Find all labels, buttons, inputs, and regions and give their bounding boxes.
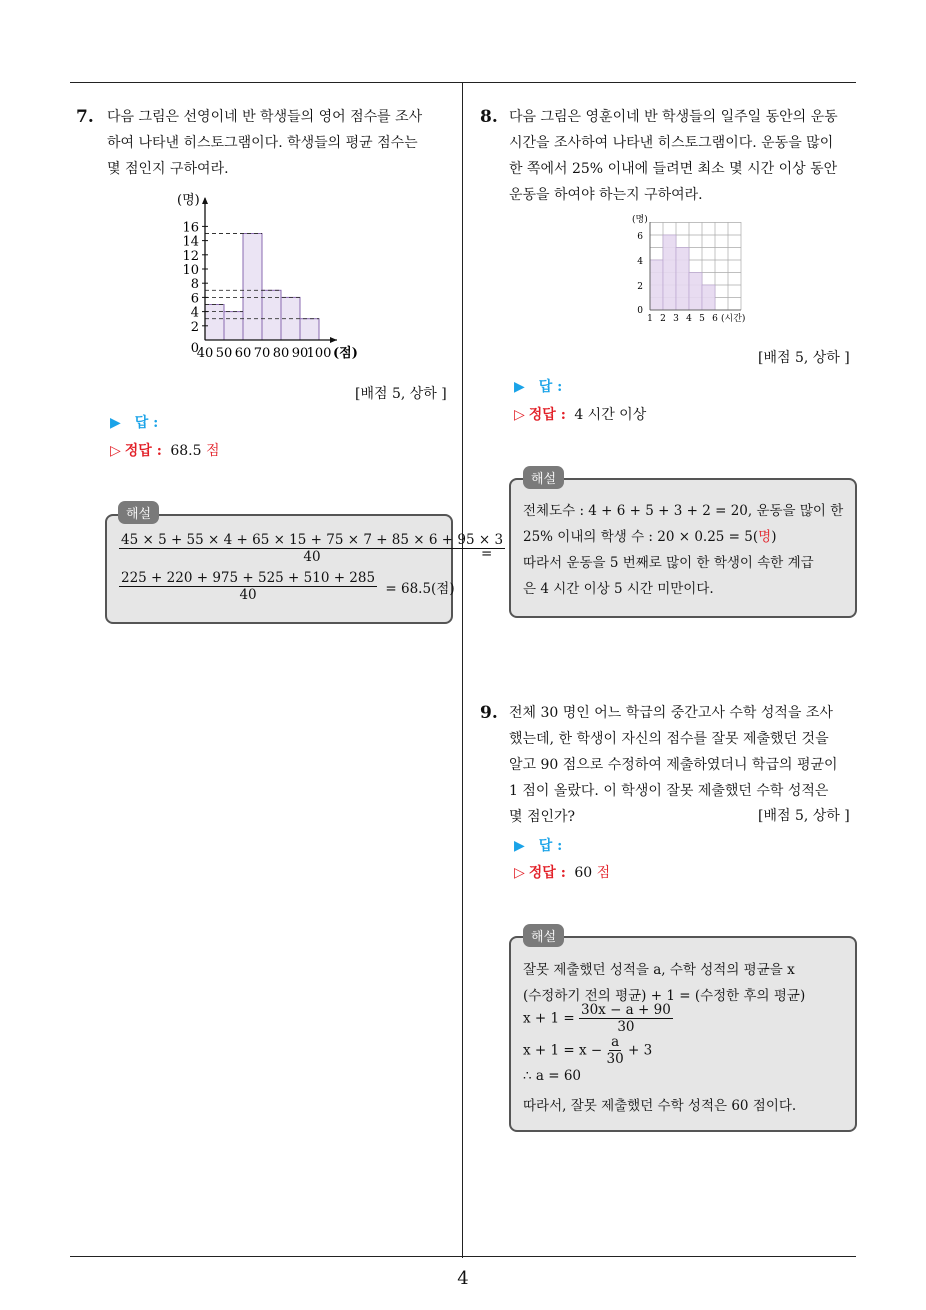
histogram-bar [243,234,262,341]
solution-line: 따라서 운동을 5 번째로 많이 한 학생이 속한 계급 [523,555,814,571]
points-label: [배점 5, 상하 ] [758,350,850,366]
x-axis-label: (시간) [721,314,746,324]
solution-equation: x + 1 = $\frac{30x - a + 90}{30}$ [523,1002,671,1035]
solution-line: ∴ a = 60 [523,1068,582,1084]
correct-label: 정답 : [528,865,566,881]
y-tick-label: 0 [637,306,643,316]
question-text-line: 하여 나타낸 히스토그램이다. 학생들의 평균 점수는 [107,135,418,151]
solution-box [105,514,504,624]
solution-result: = 68.5(점) [385,580,455,597]
histogram-bar [702,285,715,310]
question-text-line: 전체 30 명인 어느 학급의 중간고사 수학 성적을 조사 [509,705,833,721]
play-triangle-icon: ▶ [514,838,525,854]
outline-triangle-icon: ▷ [514,865,525,881]
histogram-bar [205,305,224,341]
question-text-line: 한 쪽에서 25% 이내에 들려면 최소 몇 시간 이상 동안 [509,161,838,177]
y-tick-label: 16 [182,220,199,236]
x-tick-label: 60 [234,346,252,361]
histogram-bar [689,273,702,311]
y-axis-label: (명) [177,193,200,208]
x-tick-label: 3 [673,314,679,324]
y-axis-label: (명) [632,215,648,225]
correct-answer-line [110,440,219,460]
solution-equation: x + 1 = x − $\frac{a}{30}$ + 3 [523,1034,653,1067]
question-text-line: 알고 90 점으로 수정하여 제출하였더니 학급의 평균이 [509,757,838,773]
question-text-line: 다음 그림은 영훈이네 반 학생들의 일주일 동안의 운동 [509,109,838,125]
x-axis-arrow [330,337,337,343]
answer-line [110,412,158,432]
correct-label: 정답 : [124,443,162,459]
question-text-line: 시간을 조사하여 나타낸 히스토그램이다. 운동을 많이 [509,135,834,151]
question-number: 8. [480,107,498,127]
question-number: 9. [480,703,498,723]
y-tick-label: 12 [182,248,199,264]
x-tick-label: 1 [647,314,653,324]
y-tick-label: 10 [182,263,199,278]
solution-line: 따라서, 잘못 제출했던 수학 성적은 60 점이다. [523,1098,797,1114]
histogram-bar [650,260,663,310]
question-text-line: 운동을 하여야 하는지 구하여라. [509,187,703,203]
y-tick-label: 2 [190,319,199,335]
solution-box [509,478,857,618]
points-label: [배점 5, 상하 ] [758,808,850,824]
solution-box [509,936,857,1132]
histogram-bar [663,235,676,310]
x-tick-label: 50 [215,346,233,361]
histogram-english-scores [160,192,400,372]
solution-line: (수정하기 전의 평균) + 1 = (수정한 후의 평균) [523,988,806,1004]
correct-value: 68.5 [170,443,202,459]
solution-line: 전체도수 : 4 + 6 + 5 + 3 + 2 = 20, 운동을 많이 한 [523,503,844,519]
histogram-bar [224,312,243,340]
y-tick-label: 6 [190,291,199,307]
histogram-exercise-hours [620,214,770,324]
fraction-numerator: 45 × 5 + 55 × 4 + 65 × 15 + 75 × 7 + 85 × 6 + 95 × 3 [121,532,504,548]
y-tick-label: 8 [190,277,199,293]
y-tick-label: 14 [182,234,199,250]
top-rule [70,82,856,83]
y-tick-label: 4 [637,257,643,267]
fraction-numerator: 30x − a + 90 [581,1002,671,1018]
question-text-line: 했는데, 한 학생이 자신의 점수를 잘못 제출했던 것을 [509,731,829,747]
column-divider [462,82,463,1258]
outline-triangle-icon: ▷ [110,443,121,459]
correct-label: 정답 : [528,407,566,423]
solution-line: 잘못 제출했던 성적을 a, 수학 성적의 평균을 x [523,962,795,978]
correct-unit: 점 [205,443,220,459]
page-number: 4 [457,1268,469,1289]
x-axis-label: (점) [333,346,358,361]
points-label: [배점 5, 상하 ] [355,386,447,402]
x-tick-label: 6 [712,314,718,324]
fraction-numerator: 225 + 220 + 975 + 525 + 510 + 285 [121,570,376,586]
y-tick-label: 4 [190,305,199,321]
x-tick-label: 2 [660,314,666,324]
y-tick-label: 0 [190,341,199,356]
correct-value: 60 [574,865,593,881]
question-text-line: 몇 점인지 구하여라. [107,161,229,177]
x-tick-label: 80 [272,346,290,361]
histogram-bar [676,248,689,311]
fraction-denominator: 40 [239,587,257,603]
play-triangle-icon: ▶ [110,415,121,431]
fraction-denominator: 30 [617,1019,635,1035]
answer-line [514,835,562,855]
question-text-line: 다음 그림은 선영이네 반 학생들의 영어 점수를 조사 [107,109,423,125]
answer-label: 답 : [134,415,159,431]
solution-equals: = [481,546,493,562]
y-tick-label: 6 [637,232,643,242]
unit-highlight: 명 [758,529,772,545]
solution-tag: 해설 [523,924,564,947]
question-text-line: 1 점이 올랐다. 이 학생이 잘못 제출했던 수학 성적은 [509,783,829,799]
answer-line [514,376,562,396]
solution-tag: 해설 [118,501,159,524]
correct-unit: 점 [596,865,611,881]
solution-line: 25% 이내의 학생 수 : 20 × 0.25 = 5(명) [523,529,777,545]
question-text-line: 몇 점인가? [509,809,576,825]
play-triangle-icon: ▶ [514,379,525,395]
x-tick-label: 70 [253,346,271,361]
correct-value: 4 시간 이상 [574,407,647,423]
x-tick-label: 40 [196,346,214,361]
x-tick-label: 90 [291,346,309,361]
question-number: 7. [76,107,94,127]
bottom-rule [70,1256,856,1257]
answer-label: 답 : [538,379,563,395]
fraction-denominator: 40 [303,549,321,565]
fraction-denominator: 30 [606,1051,624,1067]
solution-fraction-1 [119,532,505,565]
answer-label: 답 : [538,838,563,854]
solution-fraction-2 [119,570,455,603]
solution-tag: 해설 [523,466,564,489]
x-tick-label: 4 [686,314,692,324]
correct-answer-line [514,404,646,424]
x-tick-label: 100 [306,346,332,361]
y-axis-arrow [202,197,208,204]
x-tick-label: 5 [699,314,705,324]
fraction-numerator: a [611,1034,620,1050]
y-tick-label: 2 [637,282,643,292]
correct-answer-line [514,862,610,882]
outline-triangle-icon: ▷ [514,407,525,423]
histogram-bar [300,319,319,340]
solution-line: 은 4 시간 이상 5 시간 미만이다. [523,581,714,597]
